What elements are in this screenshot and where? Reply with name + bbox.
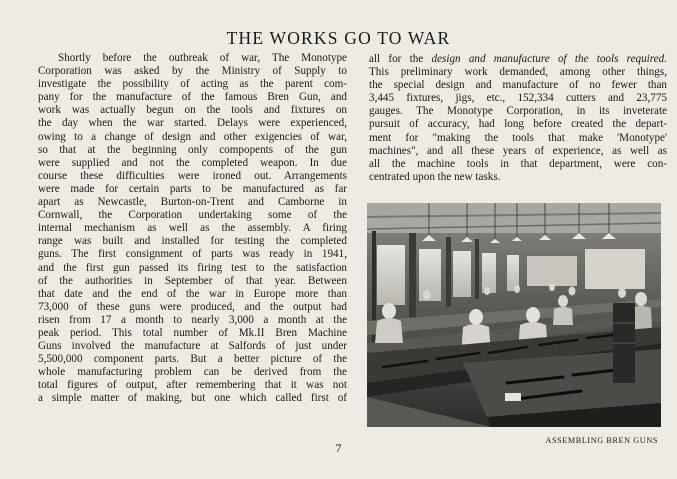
page-title: THE WORKS GO TO WAR [226,28,451,48]
text-line: so that at the beginning only compopents of the gun [38,143,347,156]
text-line: the special design and manufacture of no fewer than [369,79,667,92]
text-line: peak period. This total number of Mk.II Bren Machine [38,326,347,339]
text-line: risen from 17 a month to nearly 3,000 a month at the [38,313,347,326]
text-line: pursuit of accuracy, had long before created the depart- [369,118,667,131]
text-line: of the authorities in September of that year. Between [38,274,347,287]
text-line: investigate the possibility of acting as the parent com- [38,78,347,91]
text-line: machines", and all these years of experience, as well as [369,144,667,157]
text-line: guns. The first consignment of parts was ready in 1941, [38,248,347,261]
text-line: apart as Newcastle, Burton-on-Trent and Camborne in [38,196,347,209]
text-line: gauges. The Monotype Corporation, in its inveterate [369,105,667,118]
text-line: Cornwall, the Corporation undertaking some of the [38,209,347,222]
text-line: all the machine tools in that department, were con- [369,157,667,170]
emphasis-text: design and manufacture of the tools required. [431,53,667,65]
text-line: course these difficulties were ironed out. Arrangements [38,169,347,182]
text-line: were made for certain parts to be manufactured as far [38,182,347,195]
text-line: 73,000 of these guns were produced, and the output had [38,300,347,313]
text-line: range was built and installed for testing the completed [38,235,347,248]
text-line: centrated upon the new tasks. [369,170,501,183]
left-text-column [38,52,347,406]
text-line [369,53,667,66]
text-line: work was actually begun on the tools and fixtures on [38,104,347,117]
right-text-column [369,53,667,184]
text-line: pany for the manufacture of the famous Bren Gun, and [38,91,347,104]
text-line: Guns involved the manufacture at Salfords of just under [38,340,347,353]
text-line: a simple matter of making, but one which called first of [38,392,347,405]
page-number: 7 [335,441,342,455]
text-line: and the first gun passed its firing test to the satisfaction [38,261,347,274]
text-line: owing to a change of design and other exigencies of war, [38,130,347,143]
text-line: that date and the end of the war in Europe more than [38,287,347,300]
text-line: 3,445 fixtures, jigs, etc., 152,334 cutters and 23,775 [369,92,667,105]
text-line: internal mechanism as well as the assembly. A firing [38,222,347,235]
text-line: ment for "making the tools that make 'Monotype' [369,131,667,144]
text-line: Shortly before the outbreak of war, The Monotype [58,52,347,64]
text-line: Corporation was asked by the Ministry of Supply to [38,65,347,78]
text-fragment: all for the [369,53,432,65]
text-line: the day when the war started. Delays were experienced, [38,117,347,130]
factory-photo [367,203,661,427]
photo-caption: ASSEMBLING BREN GUNS [545,436,658,445]
text-line: This preliminary work demanded, among other things, [369,66,667,79]
text-line: whole manufacturing problem can be derived from the [38,366,347,379]
text-line: 5,500,000 component parts. But a better picture of the [38,353,347,366]
text-line: were supplied and not the completed weapon. In due [38,156,347,169]
text-line: total figures of output, after remembering that it was not [38,379,347,392]
